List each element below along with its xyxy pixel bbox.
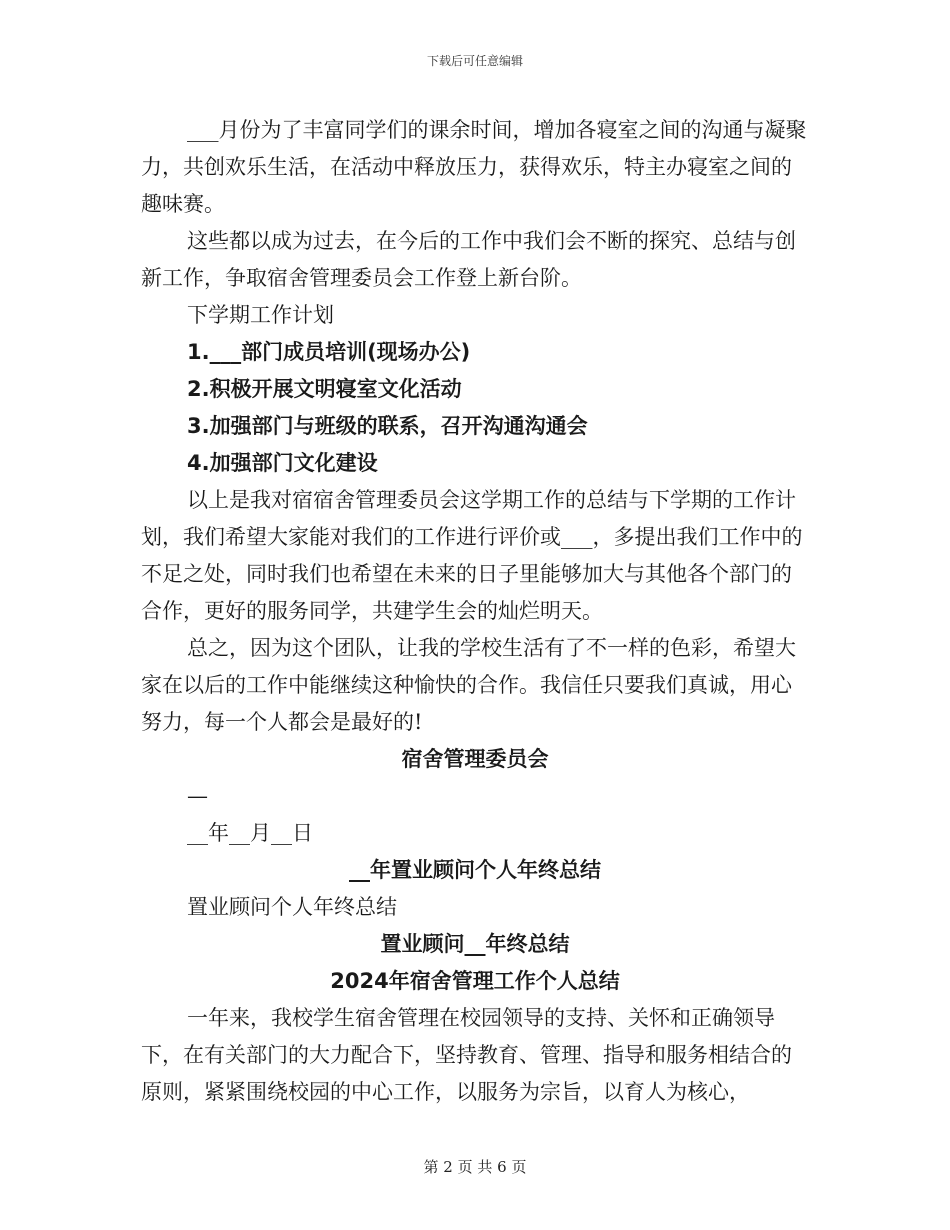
paragraph-summary: 以上是我对宿宿舍管理委员会这学期工作的总结与下学期的工作计划，我们希望大家能对我们的工作进行评价或___，多提出我们工作中的不足之处，同时我们也希望在未来的日子里能够加大与其他各个部门的合作，更好的服务同学，共建学生会的灿烂明天。 <box>141 488 803 623</box>
plan-item-2: 2.积极开展文明寝室文化活动 <box>187 377 462 401</box>
plan-item-3: 3.加强部门与班级的联系，召开沟通沟通会 <box>187 414 588 438</box>
date-line: __年__月__日 <box>187 821 313 845</box>
plan-heading: 下学期工作计划 <box>187 303 334 327</box>
blank-line: — <box>187 784 208 808</box>
page-footer: 第 2 页 共 6 页 <box>423 1158 527 1176</box>
section-subtitle-1: 置业顾问个人年终总结 <box>187 895 397 919</box>
section-title-1: __年置业顾问个人年终总结 <box>349 858 601 882</box>
signature: 宿舍管理委员会 <box>401 747 549 771</box>
paragraph-activities: ___月份为了丰富同学们的课余时间，增加各寝室之间的沟通与凝聚力，共创欢乐生活，在活动中释放压力，获得欢乐，特主办寝室之间的趣味赛。 <box>141 118 807 216</box>
section-title-2: 置业顾问__年终总结 <box>380 932 570 956</box>
paragraph-conclusion: 总之，因为这个团队，让我的学校生活有了不一样的色彩，希望大家在以后的工作中能继续这种愉快的合作。我信任只要我们真诚，用心努力，每一个人都会是最好的! <box>141 636 796 734</box>
plan-item-1: 1.___部门成员培训(现场办公) <box>187 340 471 364</box>
plan-item-4: 4.加强部门文化建设 <box>187 451 378 475</box>
page-header: 下载后可任意编辑 <box>426 54 523 68</box>
paragraph-year-summary: 一年来，我校学生宿舍管理在校园领导的支持、关怀和正确领导下，在有关部门的大力配合下，坚持教育、管理、指导和服务相结合的原则，紧紧围绕校园的中心工作，以服务为宗旨，以育人为核心， <box>141 1006 792 1104</box>
section-title-3: 2024年宿舍管理工作个人总结 <box>330 969 620 993</box>
document-body <box>141 112 809 1111</box>
paragraph-future: 这些都以成为过去，在今后的工作中我们会不断的探究、总结与创新工作，争取宿舍管理委员会工作登上新台阶。 <box>141 229 796 290</box>
